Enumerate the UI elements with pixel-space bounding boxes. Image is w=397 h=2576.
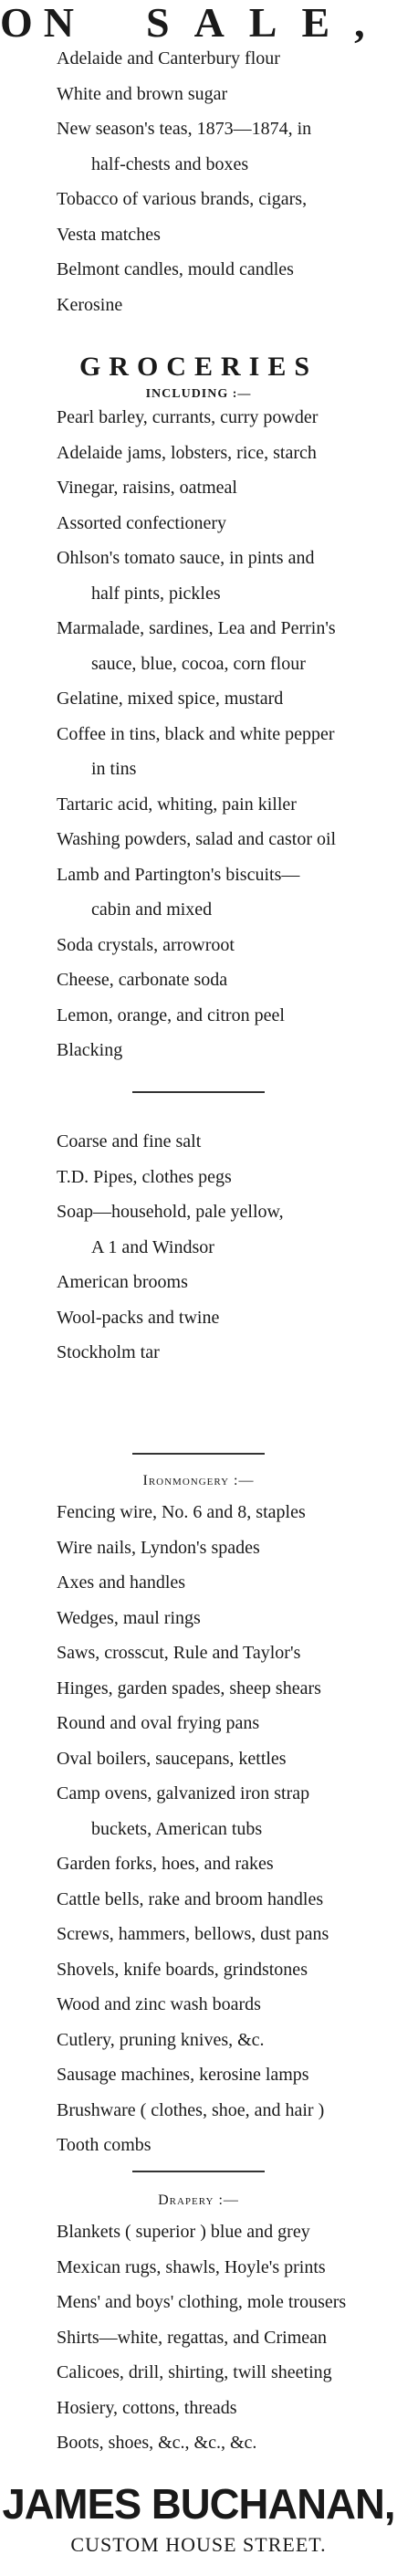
list-item: Ohlson's tomato sauce, in pints and (57, 548, 315, 568)
merchant-name: JAMES BUCHANAN, (2, 2480, 395, 2528)
list-item: Adelaide and Canterbury flour (57, 48, 280, 68)
list-item-continuation: half-chests and boxes (91, 154, 249, 174)
list-item: Kerosine (57, 295, 123, 315)
list-item: Wire nails, Lyndon's spades (57, 1538, 260, 1558)
list-item: Blacking (57, 1040, 123, 1060)
list-item: Lemon, orange, and citron peel (57, 1005, 285, 1025)
list-item: Soap—household, pale yellow, (57, 1202, 284, 1222)
list-item: Vinegar, raisins, oatmeal (57, 478, 237, 498)
list-item: Tobacco of various brands, cigars, (57, 189, 308, 209)
list-item: Soda crystals, arrowroot (57, 935, 235, 955)
list-item: Saws, crosscut, Rule and Taylor's (57, 1643, 301, 1663)
headline-word-sale: SALE, (146, 0, 390, 46)
divider-rule (132, 2171, 265, 2172)
ironmongery-heading: Ironmongery :— (142, 1473, 255, 1488)
list-item: Washing powders, salad and castor oil (57, 829, 337, 849)
list-item-continuation: buckets, American tubs (91, 1819, 263, 1839)
list-item: Wool-packs and twine (57, 1308, 220, 1328)
headline (0, 0, 397, 47)
list-item: New season's teas, 1873—1874, in (57, 119, 312, 139)
list-item: Cutlery, pruning knives, &c. (57, 2030, 265, 2050)
list-item: Fencing wire, No. 6 and 8, staples (57, 1502, 306, 1522)
groceries-including-label: INCLUDING :— (145, 387, 252, 401)
list-item: Camp ovens, galvanized iron strap (57, 1783, 310, 1803)
list-item-continuation: cabin and mixed (91, 899, 213, 920)
list-item: Stockholm tar (57, 1342, 160, 1362)
list-item: Cheese, carbonate soda (57, 970, 228, 990)
list-item: Hosiery, cottons, threads (57, 2398, 237, 2418)
list-item: White and brown sugar (57, 84, 228, 104)
list-item: Coarse and fine salt (57, 1131, 202, 1151)
list-item: American brooms (57, 1272, 188, 1292)
divider-rule (132, 1091, 265, 1093)
headline-word-on: ON (0, 0, 85, 46)
list-item: Garden forks, hoes, and rakes (57, 1854, 274, 1874)
merchant-address: CUSTOM HOUSE STREET. (70, 2533, 327, 2556)
list-item: Pearl barley, currants, curry powder (57, 407, 319, 427)
list-item: Wood and zinc wash boards (57, 1994, 261, 2014)
list-item: Coffee in tins, black and white pepper (57, 724, 335, 744)
list-item: Screws, hammers, bellows, dust pans (57, 1924, 329, 1944)
list-item: Mens' and boys' clothing, mole trousers (57, 2292, 347, 2312)
list-item: Tooth combs (57, 2135, 151, 2155)
list-item: Marmalade, sardines, Lea and Perrin's (57, 618, 336, 638)
list-item: Axes and handles (57, 1572, 186, 1593)
list-item: Round and oval frying pans (57, 1713, 260, 1733)
groceries-heading: GROCERIES (78, 352, 319, 382)
list-item: T.D. Pipes, clothes pegs (57, 1167, 232, 1187)
list-item: Blankets ( superior ) blue and grey (57, 2222, 310, 2242)
list-item: Brushware ( clothes, shoe, and hair ) (57, 2100, 325, 2120)
list-item: Assorted confectionery (57, 513, 227, 533)
list-item-continuation: sauce, blue, cocoa, corn flour (91, 654, 306, 674)
list-item: Sausage machines, kerosine lamps (57, 2065, 309, 2085)
list-item: Gelatine, mixed spice, mustard (57, 689, 284, 709)
list-item: Mexican rugs, shawls, Hoyle's prints (57, 2257, 326, 2277)
list-item: Shovels, knife boards, grindstones (57, 1960, 308, 1980)
divider-rule (132, 1453, 265, 1455)
list-item: Belmont candles, mould candles (57, 259, 294, 279)
list-item: Wedges, maul rings (57, 1608, 201, 1628)
list-item: Lamb and Partington's biscuits— (57, 865, 300, 885)
drapery-heading: Drapery :— (158, 2192, 239, 2208)
list-item: Shirts—white, regattas, and Crimean (57, 2328, 328, 2348)
list-item: Cattle bells, rake and broom handles (57, 1889, 324, 1909)
list-item: Tartaric acid, whiting, pain killer (57, 794, 297, 815)
list-item: Hinges, garden spades, sheep shears (57, 1678, 321, 1698)
list-item: Boots, shoes, &c., &c., &c. (57, 2433, 257, 2453)
list-item-continuation: in tins (91, 759, 137, 779)
list-item: Vesta matches (57, 225, 161, 245)
list-item: Oval boilers, saucepans, kettles (57, 1749, 287, 1769)
list-item-continuation: half pints, pickles (91, 584, 221, 604)
list-item-continuation: A 1 and Windsor (91, 1237, 214, 1257)
list-item: Adelaide jams, lobsters, rice, starch (57, 443, 317, 463)
list-item: Calicoes, drill, shirting, twill sheeting (57, 2362, 332, 2382)
